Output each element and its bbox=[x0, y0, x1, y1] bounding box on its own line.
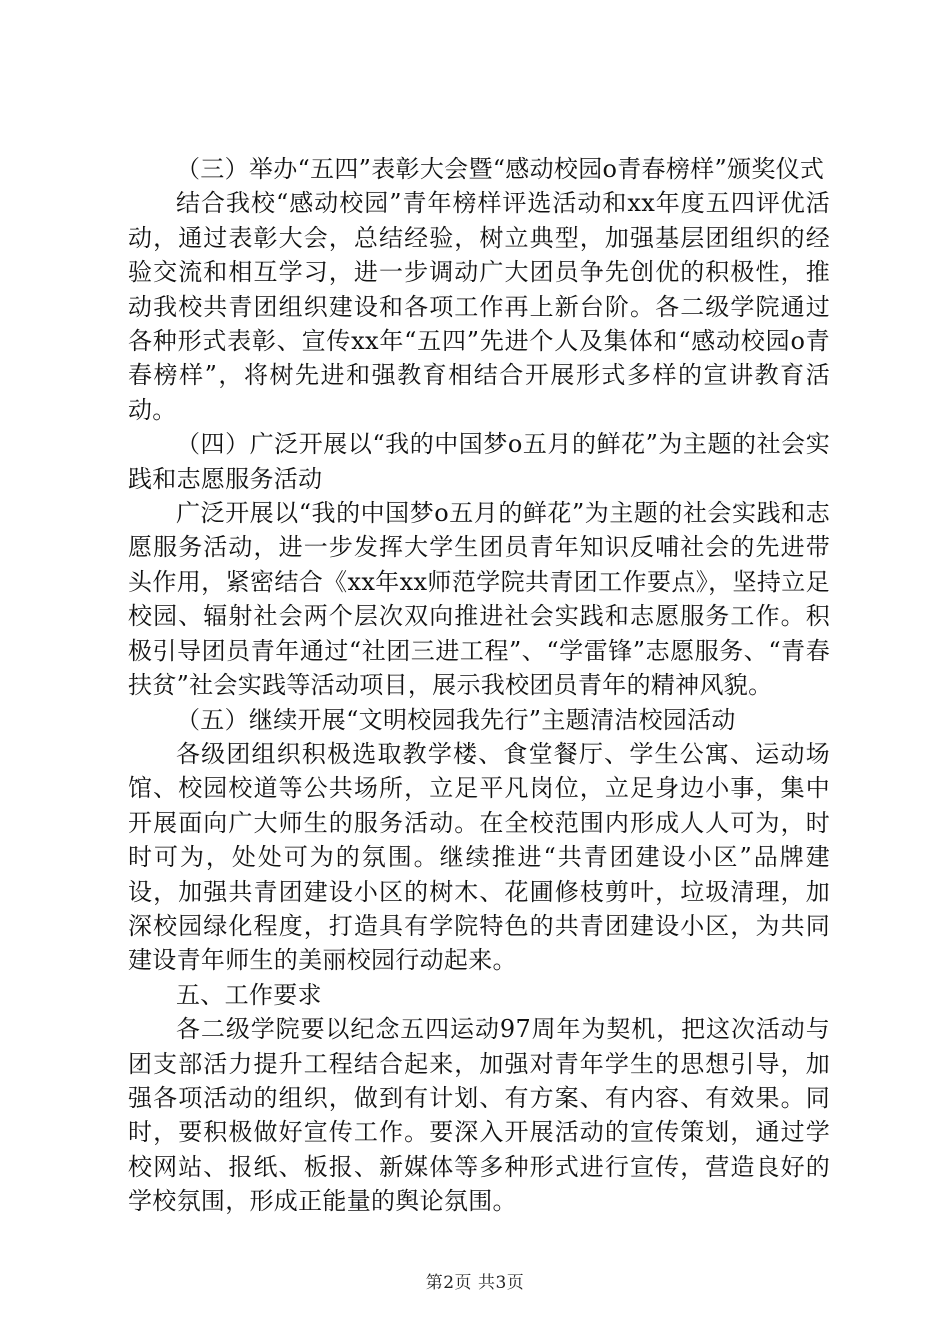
section-heading-5: （五）继续开展“文明校园我先行”主题清洁校园活动 bbox=[176, 705, 736, 734]
section-heading-work-requirements: 五、工作要求 bbox=[176, 980, 322, 1009]
section-heading-3: （三）举办“五四”表彰大会暨“感动校园ο青春榜样”颁奖仪式 bbox=[176, 155, 825, 183]
page-number: 第2页 共3页 bbox=[425, 1273, 525, 1293]
body-paragraph: 广泛开展以“我的中国梦ο五月的鲜花”为主题的社会实践和志愿服务活动，进一步发挥大学生团员青年知识反哺社会的先进带头作用，紧密结合《xx年xx师范学院共青团工作要点》，坚持立足校园、辐射社会两个层次双向推进社会实践和志愿服务工作。积极引导团员青年通过“社团三进工程”、“学雷锋”志愿服务、“青春扶贫”社会实践等活动项目，展示我校团员青年的精神风貌。 bbox=[128, 499, 830, 700]
document-body bbox=[128, 152, 830, 1219]
body-paragraph: 各二级学院要以纪念五四运动97周年为契机，把这次活动与团支部活力提升工程结合起来，加强对青年学生的思想引导，加强各项活动的组织，做到有计划、有方案、有内容、有效果。同时，要积极做好宣传工作。要深入开展活动的宣传策划，通过学校网站、报纸、板报、新媒体等多种形式进行宣传，营造良好的学校氛围，形成正能量的舆论氛围。 bbox=[128, 1015, 830, 1216]
body-paragraph: 各级团组织积极选取教学楼、食堂餐厅、学生公寓、运动场馆、校园校道等公共场所，立足平凡岗位，立足身边小事，集中开展面向广大师生的服务活动。在全校范围内形成人人可为，时时可为，处处可为的氛围。继续推进“共青团建设小区”品牌建设，加强共青团建设小区的树木、花圃修枝剪叶，垃圾清理，加深校园绿化程度，打造具有学院特色的共青团建设小区，为共同建设青年师生的美丽校园行动起来。 bbox=[128, 739, 830, 975]
body-paragraph: 结合我校“感动校园”青年榜样评选活动和xx年度五四评优活动，通过表彰大会，总结经验，树立典型，加强基层团组织的经验交流和相互学习，进一步调动广大团员争先创优的积极性，推动我校共青团组织建设和各项工作再上新台阶。各二级学院通过各种形式表彰、宣传xx年“五四”先进个人及集体和“感动校园ο青春榜样”，将树先进和强教育相结合开展形式多样的宣讲教育活动。 bbox=[128, 189, 830, 424]
section-heading-4: （四）广泛开展以“我的中国梦ο五月的鲜花”为主题的社会实践和志愿服务活动 bbox=[128, 430, 830, 493]
